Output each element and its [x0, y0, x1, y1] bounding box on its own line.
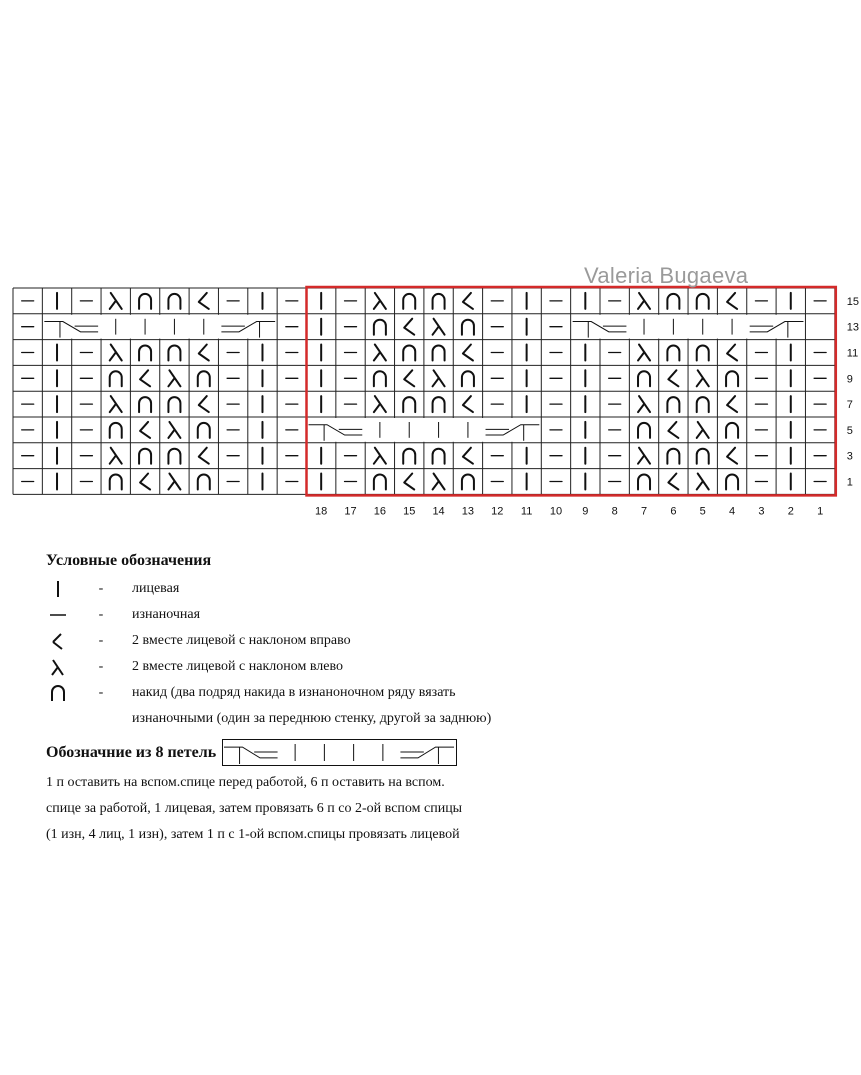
- column-number: 8: [611, 505, 618, 518]
- yarn-over-stitch: [667, 397, 679, 412]
- yarn-over-stitch: [374, 371, 386, 386]
- column-number: 11: [520, 505, 533, 518]
- yarn-over-stitch: [403, 294, 415, 309]
- k2tog-stitch: [199, 448, 209, 464]
- yarn-over-stitch: [198, 423, 210, 438]
- row-number: 9: [846, 373, 853, 386]
- yarn-over-stitch: [667, 449, 679, 464]
- legend-text: 2 вместе лицевой с наклоном вправо: [132, 633, 351, 648]
- yarn-over-stitch: [726, 475, 738, 490]
- k2tog-stitch: [668, 422, 678, 438]
- yarn-over-stitch: [433, 294, 445, 309]
- yarn-over-stitch: [697, 449, 709, 464]
- ssk-stitch: [374, 396, 386, 412]
- ssk-stitch: [697, 422, 709, 438]
- row-number: 1: [846, 476, 853, 489]
- legend-text: лицевая: [132, 581, 180, 596]
- yarn-over-stitch: [110, 423, 122, 438]
- knit-symbol-icon: [46, 577, 70, 601]
- row-number: 15: [846, 295, 860, 308]
- ssk-stitch: [638, 345, 650, 361]
- legend-text: изнаночная: [132, 607, 201, 622]
- k2tog-stitch: [463, 293, 473, 309]
- ssk-stitch: [110, 396, 122, 412]
- k2tog-stitch: [404, 319, 414, 335]
- column-number: 14: [432, 505, 445, 518]
- legend-dash: -: [98, 633, 104, 648]
- legend-dash: -: [98, 685, 104, 700]
- cable-desc-line: 1 п оставить на вспом.спице перед работой, 6 п оставить на вспом.: [46, 775, 445, 790]
- yarn-over-stitch: [110, 475, 122, 490]
- ssk-stitch: [638, 448, 650, 464]
- cable-left-cross: [224, 747, 278, 758]
- yarn-over-stitch: [198, 371, 210, 386]
- legend-dash: -: [98, 659, 104, 674]
- yarn-over-stitch: [403, 346, 415, 361]
- legend-item-k2tog: [46, 628, 826, 654]
- row-number: 7: [846, 399, 853, 412]
- k2tog-stitch: [463, 396, 473, 412]
- ssk-stitch: [168, 422, 180, 438]
- yarn-over-stitch: [667, 294, 679, 309]
- cable-bg: [572, 315, 805, 339]
- yarn-over-stitch: [374, 320, 386, 335]
- yarn-over-stitch: [638, 371, 650, 386]
- k2tog-stitch: [727, 345, 737, 361]
- yarn-over-stitch: [638, 475, 650, 490]
- yarn-over-stitch: [638, 423, 650, 438]
- legend-text: 2 вместе лицевой с наклоном влево: [132, 659, 343, 674]
- ssk-stitch: [110, 345, 122, 361]
- legend-item-knit: [46, 576, 826, 602]
- legend-text: накид (два подряд накида в изнаноночном ряду вязать: [132, 685, 456, 700]
- ssk-stitch: [374, 448, 386, 464]
- legend-item-ssk: [46, 654, 826, 680]
- row-number: 13: [846, 321, 860, 334]
- row-number: 5: [846, 424, 853, 437]
- column-number: 13: [461, 505, 475, 518]
- k2tog-stitch: [140, 474, 150, 490]
- ssk-stitch: [433, 370, 445, 386]
- k2tog-stitch: [404, 474, 414, 490]
- legend: [46, 552, 826, 848]
- ssk-stitch: [168, 370, 180, 386]
- ssk-stitch: [697, 370, 709, 386]
- k2tog-stitch: [404, 370, 414, 386]
- purl-symbol-icon: [46, 603, 70, 627]
- column-number: 3: [758, 505, 765, 518]
- column-number: 4: [729, 505, 736, 518]
- k2tog-stitch: [727, 448, 737, 464]
- column-number: 5: [699, 505, 706, 518]
- yarn-over-stitch: [697, 397, 709, 412]
- ssk-symbol-icon: [46, 655, 70, 679]
- k2tog-stitch: [463, 345, 473, 361]
- k2tog-stitch: [727, 396, 737, 412]
- column-number: 16: [373, 505, 386, 518]
- yarn-over-stitch: [168, 449, 180, 464]
- cable-symbol-icon: [222, 739, 458, 767]
- column-number: 17: [344, 505, 357, 518]
- yarn-over-stitch: [403, 449, 415, 464]
- k2tog-stitch: [727, 293, 737, 309]
- row-number: 11: [846, 347, 859, 360]
- yarn-over-stitch: [462, 371, 474, 386]
- cable-legend: [46, 738, 826, 768]
- yarn-over-stitch: [433, 346, 445, 361]
- cable-right-cross: [401, 747, 455, 758]
- column-number: 2: [787, 505, 794, 518]
- yarn-over-stitch: [374, 475, 386, 490]
- legend-dash: -: [98, 607, 104, 622]
- column-number: 12: [491, 505, 504, 518]
- yarn-over-stitch: [139, 346, 151, 361]
- k2tog-symbol-icon: [46, 629, 70, 653]
- ssk-stitch: [374, 293, 386, 309]
- ssk-stitch: [110, 293, 122, 309]
- yarn-over-stitch: [139, 294, 151, 309]
- k2tog-stitch: [463, 448, 473, 464]
- yarn-over-stitch: [726, 371, 738, 386]
- ssk-stitch: [374, 345, 386, 361]
- legend-text: изнаночными (один за переднюю стенку, другой за заднюю): [132, 711, 492, 726]
- yarn-over-symbol-icon: [46, 681, 70, 705]
- legend-item-yo: [46, 680, 826, 706]
- yarn-over-stitch: [433, 449, 445, 464]
- column-number: 7: [640, 505, 648, 518]
- ssk-stitch: [168, 474, 180, 490]
- yarn-over-stitch: [462, 475, 474, 490]
- legend-continuation: [46, 706, 826, 732]
- yarn-over-stitch: [403, 397, 415, 412]
- yarn-over-stitch: [697, 294, 709, 309]
- cable-description: [46, 770, 826, 848]
- k2tog-stitch: [199, 345, 209, 361]
- yarn-over-stitch: [726, 423, 738, 438]
- yarn-over-stitch: [168, 346, 180, 361]
- ssk-stitch: [697, 474, 709, 490]
- column-number: 10: [549, 505, 563, 518]
- row-number: 3: [846, 450, 853, 463]
- watermark: Valeria Bugaeva: [584, 263, 749, 288]
- yarn-over-stitch: [198, 475, 210, 490]
- k2tog-stitch: [668, 370, 678, 386]
- column-number: 6: [670, 505, 677, 518]
- ssk-stitch: [110, 448, 122, 464]
- legend-cable-shape: [224, 744, 454, 764]
- legend-title: Условные обозначения: [46, 552, 212, 569]
- k2tog-stitch: [199, 293, 209, 309]
- yarn-over-stitch: [168, 397, 180, 412]
- k2tog-stitch: [140, 370, 150, 386]
- ssk-stitch: [433, 319, 445, 335]
- k2tog-stitch: [140, 422, 150, 438]
- yarn-over-stitch: [110, 371, 122, 386]
- cable-bg: [308, 418, 541, 442]
- legend-dash: -: [98, 581, 104, 596]
- cable-label: Обозначние из 8 петель: [46, 744, 217, 761]
- k2tog-stitch: [668, 474, 678, 490]
- yarn-over-stitch: [139, 449, 151, 464]
- cable-bg: [43, 315, 276, 339]
- yarn-over-stitch: [139, 397, 151, 412]
- yarn-over-stitch: [433, 397, 445, 412]
- yarn-over-stitch: [462, 320, 474, 335]
- cable-desc-line: (1 изн, 4 лиц, 1 изн), затем 1 п с 1-ой вспом.спицы провязать лицевой: [46, 827, 460, 842]
- ssk-stitch: [638, 396, 650, 412]
- column-number: 15: [403, 505, 416, 518]
- legend-item-purl: [46, 602, 826, 628]
- column-number: 1: [817, 505, 824, 518]
- column-number: 9: [582, 505, 589, 518]
- k2tog-stitch: [199, 396, 209, 412]
- column-number: 18: [315, 505, 328, 518]
- yarn-over-stitch: [667, 346, 679, 361]
- yarn-over-stitch: [697, 346, 709, 361]
- cable-desc-line: спице за работой, 1 лицевая, затем провязать 6 п со 2-ой вспом спицы: [46, 801, 463, 816]
- ssk-stitch: [433, 474, 445, 490]
- ssk-stitch: [638, 293, 650, 309]
- yarn-over-stitch: [168, 294, 180, 309]
